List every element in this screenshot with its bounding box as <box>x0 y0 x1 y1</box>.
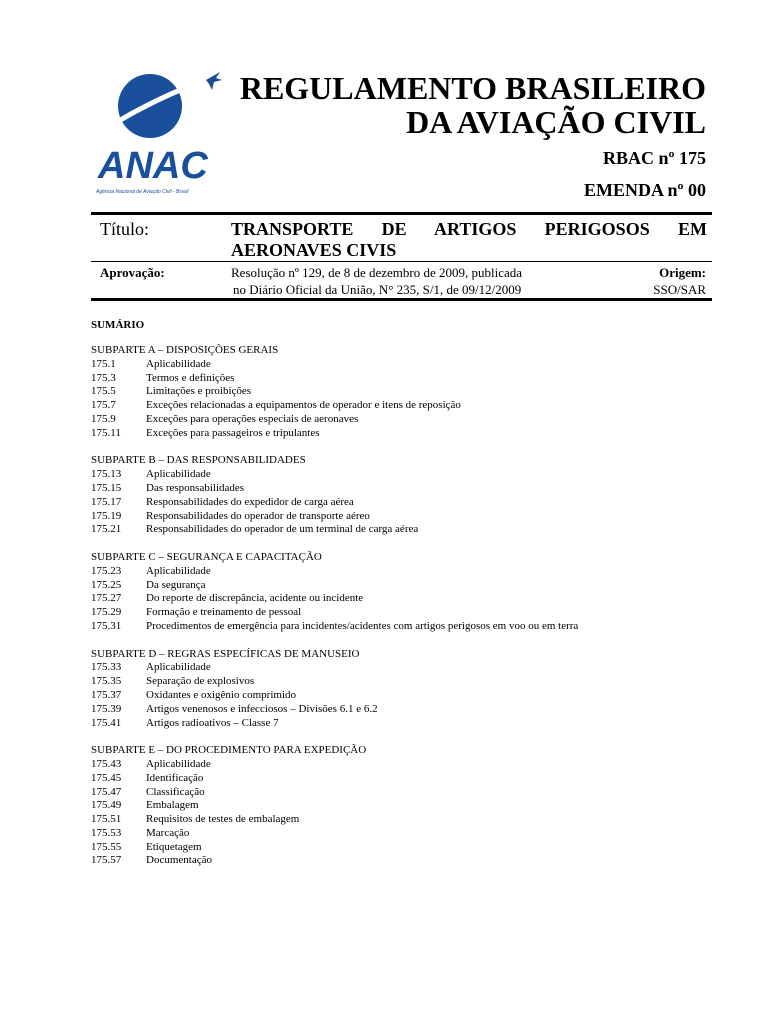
toc-item-number: 175.21 <box>91 523 122 536</box>
toc-item <box>91 579 731 593</box>
toc-item-number: 175.43 <box>91 757 122 770</box>
toc-item <box>91 758 731 772</box>
toc-item-number: 175.15 <box>91 481 122 494</box>
emenda-number: EMENDA nº 00 <box>584 180 706 200</box>
toc-item-number: 175.41 <box>91 716 122 729</box>
toc-item-label: Aplicabilidade <box>146 564 211 577</box>
toc-item-label: Exceções para passageiros e tripulantes <box>146 426 320 439</box>
toc-item <box>91 854 731 868</box>
toc-item <box>91 841 731 855</box>
toc-item-label: Documentação <box>146 854 212 867</box>
toc-item-number: 175.3 <box>91 371 116 384</box>
toc-item <box>91 358 731 372</box>
toc-item-number: 175.29 <box>91 606 122 619</box>
toc-item-number: 175.33 <box>91 661 122 674</box>
logo-subtitle: Agência Nacional de Aviação Civil - Brasil <box>96 189 189 195</box>
toc-item-number: 175.31 <box>91 619 122 632</box>
aprovacao-label: Aprovação: <box>100 265 165 280</box>
toc-item-number: 175.9 <box>91 412 116 425</box>
toc-item-number: 175.19 <box>91 509 122 522</box>
toc-item <box>91 385 731 399</box>
toc-item-label: Identificação <box>146 771 204 784</box>
toc-item-number: 175.39 <box>91 702 122 715</box>
subpart-c <box>91 551 731 634</box>
toc-item <box>91 510 731 524</box>
aprovacao-line1: Resolução nº 129, de 8 de dezembro de 2009, publicada <box>231 265 523 280</box>
toc-item <box>91 496 731 510</box>
toc-item-label: Classificação <box>146 785 205 798</box>
origem-label: Origem: <box>659 265 706 280</box>
toc-item <box>91 468 731 482</box>
toc-item-label: Limitações e proibições <box>146 385 252 398</box>
titulo-label: Título <box>100 219 144 239</box>
titulo-value-line2: AERONAVES CIVIS <box>231 240 397 260</box>
subpart-title: SUBPARTE D – REGRAS ESPECÍFICAS DE MANUSEIO <box>91 647 360 660</box>
toc-item-label: Formação e treinamento de pessoal <box>146 606 302 619</box>
toc-item-number: 175.49 <box>91 799 122 812</box>
rbac-number: RBAC nº 175 <box>603 148 706 168</box>
toc-item-label: Responsabilidades do expedidor de carga aérea <box>146 495 354 508</box>
toc-item-number: 175.35 <box>91 675 122 688</box>
aprovacao-line2: no Diário Oficial da União, N° 235, S/1, de 09/12/2009 <box>233 282 522 297</box>
origem-value: SSO/SAR <box>653 282 706 297</box>
toc-item <box>91 689 731 703</box>
divider-top <box>91 212 712 215</box>
subpart-title: SUBPARTE A – DISPOSIÇÕES GERAIS <box>91 344 279 356</box>
toc-item-label: Artigos venenosos e infecciosos – Divisões 6.1 e 6.2 <box>146 702 378 715</box>
toc-item <box>91 372 731 386</box>
toc-item-number: 175.23 <box>91 564 122 577</box>
toc-item <box>91 786 731 800</box>
subpart-d <box>91 648 731 731</box>
toc-item-label: Marcação <box>146 826 190 839</box>
divider-middle <box>91 261 712 262</box>
toc-item-label: Responsabilidades do operador de um terminal de carga aérea <box>146 523 419 536</box>
toc-item <box>91 413 731 427</box>
toc-item-number: 175.17 <box>91 495 122 508</box>
toc-item-label: Requisitos de testes de embalagem <box>146 813 300 826</box>
toc-item <box>91 799 731 813</box>
toc-item <box>91 661 731 675</box>
toc-item <box>91 827 731 841</box>
summary-heading: SUMÁRIO <box>91 319 145 331</box>
toc-item <box>91 523 731 537</box>
toc-item-label: Separação de explosivos <box>146 675 255 688</box>
subpart-title: SUBPARTE B – DAS RESPONSABILIDADES <box>91 454 306 467</box>
toc-item-number: 175.45 <box>91 771 122 784</box>
toc-item <box>91 675 731 689</box>
toc-item <box>91 482 731 496</box>
toc-item <box>91 620 731 634</box>
toc-item-number: 175.53 <box>91 826 122 839</box>
toc-item <box>91 772 731 786</box>
toc-item-label: Termos e definições <box>146 371 235 384</box>
toc-item <box>91 606 731 620</box>
toc-item-number: 175.47 <box>91 785 122 798</box>
titulo-value-line1: TRANSPORTE DE ARTIGOS PERIGOSOS EM <box>231 219 707 239</box>
toc-item-label: Exceções para operações especiais de aeronaves <box>146 412 359 425</box>
anac-globe-icon <box>94 68 226 200</box>
toc-item-label: Embalagem <box>146 799 199 812</box>
table-of-contents <box>91 344 731 868</box>
toc-item-number: 175.11 <box>91 426 121 439</box>
toc-item-number: 175.7 <box>91 399 116 412</box>
toc-item <box>91 703 731 717</box>
toc-item-label: Da segurança <box>146 578 206 591</box>
toc-item-label: Responsabilidades do operador de transporte aéreo <box>146 509 370 522</box>
toc-item-number: 175.51 <box>91 813 122 826</box>
toc-item-label: Das responsabilidades <box>146 481 245 494</box>
toc-item-label: Aplicabilidade <box>146 757 211 770</box>
toc-item-label: Exceções relacionadas a equipamentos de operador e itens de reposição <box>146 399 461 412</box>
toc-item <box>91 565 731 579</box>
toc-item-number: 175.5 <box>91 385 116 398</box>
toc-item-number: 175.25 <box>91 578 122 591</box>
toc-item-label: Oxidantes e oxigênio comprimido <box>146 688 296 701</box>
subpart-a <box>91 344 731 441</box>
toc-item-label: Aplicabilidade <box>146 357 211 370</box>
subpart-b <box>91 454 731 537</box>
subpart-e <box>91 744 731 868</box>
toc-item <box>91 717 731 731</box>
document-title-line2: DA AVIAÇÃO CIVIL <box>406 104 706 140</box>
toc-item <box>91 427 731 441</box>
toc-item-label: Etiquetagem <box>146 840 202 853</box>
toc-item-number: 175.13 <box>91 468 122 481</box>
toc-item-number: 175.27 <box>91 592 122 605</box>
toc-item-label: Aplicabilidade <box>146 468 211 481</box>
toc-item <box>91 813 731 827</box>
toc-item-label: Do reporte de discrepância, acidente ou incidente <box>146 592 364 605</box>
toc-item <box>91 592 731 606</box>
toc-item-number: 175.1 <box>91 357 116 370</box>
toc-item-label: Procedimentos de emergência para incidentes/acidentes com artigos perigosos em voo ou em terra <box>146 619 579 632</box>
toc-item <box>91 399 731 413</box>
toc-item-number: 175.55 <box>91 840 122 853</box>
anac-logo <box>94 68 226 200</box>
toc-item-label: Aplicabilidade <box>146 661 211 674</box>
toc-item-number: 175.37 <box>91 688 122 701</box>
logo-text: ANAC <box>98 145 208 187</box>
toc-item-number: 175.57 <box>91 854 122 867</box>
subpart-title: SUBPARTE E – DO PROCEDIMENTO PARA EXPEDIÇÃO <box>91 744 367 757</box>
subpart-title: SUBPARTE C – SEGURANÇA E CAPACITAÇÃO <box>91 550 322 563</box>
divider-bottom <box>91 298 712 301</box>
toc-item-label: Artigos radioativos – Classe 7 <box>146 716 279 729</box>
titulo-label-wrap: Título: <box>100 219 150 239</box>
document-title-line1: REGULAMENTO BRASILEIRO <box>239 70 706 106</box>
